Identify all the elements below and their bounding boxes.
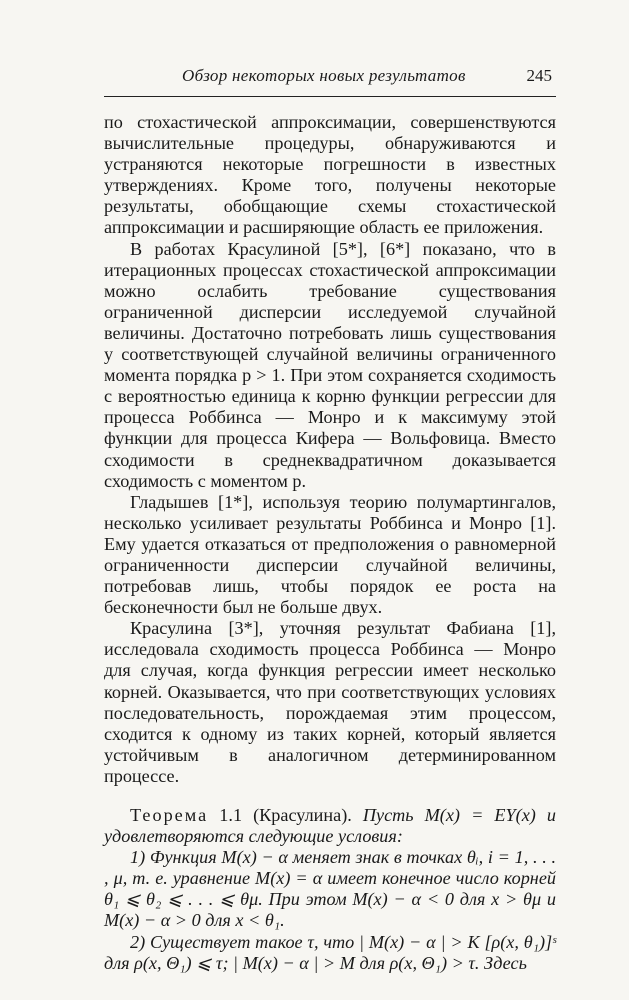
theorem-label: Теорема xyxy=(130,805,209,825)
paragraph-2: В работах Красулиной [5*], [6*] показано, что в итерационных процессах стохастической аппроксимации можно ослабить требование существования ограниченной дисперсии исследуемой случайной величины. Достаточно потребовать лишь существования у соответствующей случайной величины ограниченного момента порядка p > 1. При этом сохраняется сходимость с вероятностью единица к корню функции регрессии для процесса Роббинса — Монро и к максимуму этой функции для процесса Кифера — Вольфовица. Вместо сходимости в среднеквадратичном доказывается сходимость с моментом p. xyxy=(104,238,556,491)
theorem-intro: Пусть M(x) = EY(x) и удовлетворяются следующие условия: xyxy=(104,805,556,847)
theorem-statement xyxy=(104,805,556,847)
header-title: Обзор некоторых новых результатов xyxy=(182,66,466,85)
running-header xyxy=(104,66,556,97)
paragraph-1: по стохастической аппроксимации, совершенствуются вычислительные процедуры, обнаруживаются и устраняются некоторые погрешности в известных утверждениях. Кроме того, получены некоторые результаты, обобщающие схемы стохастической аппроксимации и расширяющие область ее приложения. xyxy=(104,112,556,238)
theorem-number-author: 1.1 (Красулина). xyxy=(219,805,352,825)
paragraph-3: Гладышев [1*], используя теорию полумартингалов, несколько усиливает результаты Роббинса и Монро [1]. Ему удается отказаться от предположения о равномерной ограниченности дисперсии случайной величины, потребовав лишь, чтобы порядок ее роста на бесконечности был не больше двух. xyxy=(104,491,556,618)
paragraph-4: Красулина [3*], уточняя результат Фабиана [1], исследовала сходимость процесса Роббинса — Монро для случая, когда функция регрессии имеет несколько корней. Оказывается, что при соответствующих условиях последовательность, порождаемая этим процессом, сходится к одному из таких корней, который является устойчивым в аналогичном детерминированном процессе. xyxy=(104,618,556,786)
theorem-condition-1: 1) Функция M(x) − α меняет знак в точках θᵢ, i = 1, . . . , μ, т. е. уравнение M(x) = α имеет конечное число корней θ₁ ⩽ θ₂ ⩽ . . . ⩽ θμ. При этом M(x) − α < 0 для x > θμ и M(x) − α > 0 для x < θ₁. xyxy=(104,847,556,931)
page-number: 245 xyxy=(526,66,552,85)
theorem-condition-2: 2) Существует такое τ, что | M(x) − α | > K [ρ(x, θ₁)]ˢ для ρ(x, Θ₁) ⩽ τ; | M(x) − α | > M для ρ(x, Θ₁) > τ. Здесь xyxy=(104,931,556,973)
page-body xyxy=(104,112,556,974)
